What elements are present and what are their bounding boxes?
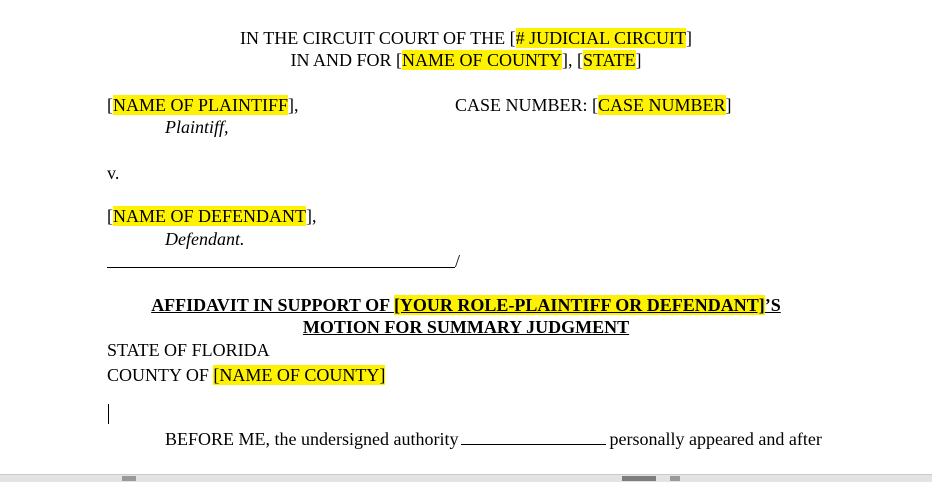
bracket: ], <box>288 95 299 115</box>
header-text: ] <box>685 28 692 48</box>
court-header-line-1 <box>0 27 932 49</box>
bracket: ], <box>306 206 317 226</box>
state-placeholder: STATE <box>582 50 636 70</box>
text-cursor[interactable] <box>108 404 109 424</box>
case-number-placeholder: CASE NUMBER <box>598 95 726 115</box>
venue-county-prefix: COUNTY OF <box>107 365 214 385</box>
defendant-name-placeholder: NAME OF DEFENDANT <box>113 206 306 226</box>
affidavit-title-line-1 <box>0 294 932 316</box>
header-text: ] <box>635 50 642 70</box>
ruler-marker <box>670 476 680 481</box>
plaintiff-role-label: Plaintiff, <box>165 117 229 137</box>
header-text: IN THE CIRCUIT COURT OF THE [ <box>240 28 516 48</box>
defendant-name-line <box>107 205 317 227</box>
county-placeholder: NAME OF COUNTY <box>401 50 562 70</box>
title-text: ’S <box>764 295 781 315</box>
body-text: BEFORE ME, the undersigned authority <box>165 429 459 449</box>
plaintiff-name-placeholder: NAME OF PLAINTIFF <box>113 95 289 115</box>
affidavit-title-line-2 <box>0 316 932 338</box>
role-placeholder: [YOUR ROLE-PLAINTIFF OR DEFENDANT] <box>393 295 765 315</box>
body-paragraph-line <box>165 428 822 450</box>
header-text: IN AND FOR [ <box>290 50 402 70</box>
bracket: [ <box>107 206 113 226</box>
bracket: ] <box>725 95 732 115</box>
venue-county-placeholder: [NAME OF COUNTY] <box>213 365 386 385</box>
defendant-role-label: Defendant. <box>165 229 245 249</box>
caption-slash: / <box>455 251 461 271</box>
authority-name-blank[interactable] <box>461 430 606 445</box>
title-text: MOTION FOR SUMMARY JUDGMENT <box>302 317 630 337</box>
judicial-circuit-placeholder: # JUDICIAL CIRCUIT <box>515 28 686 48</box>
header-text: ], [ <box>561 50 583 70</box>
venue-state: STATE OF FLORIDA <box>107 340 270 360</box>
scrollbar-thumb[interactable] <box>622 476 656 481</box>
ruler-marker <box>122 476 136 481</box>
venue-county-line <box>107 364 385 386</box>
caption-rule <box>107 267 455 268</box>
bracket: [ <box>107 95 113 115</box>
case-number-line <box>455 94 732 116</box>
plaintiff-name-line <box>107 94 299 116</box>
court-header-line-2 <box>0 49 932 71</box>
case-number-label: CASE NUMBER: [ <box>455 95 599 115</box>
body-text: personally appeared and after <box>609 429 822 449</box>
title-text: AFFIDAVIT IN SUPPORT OF <box>151 295 394 315</box>
versus-label: v. <box>107 163 120 183</box>
